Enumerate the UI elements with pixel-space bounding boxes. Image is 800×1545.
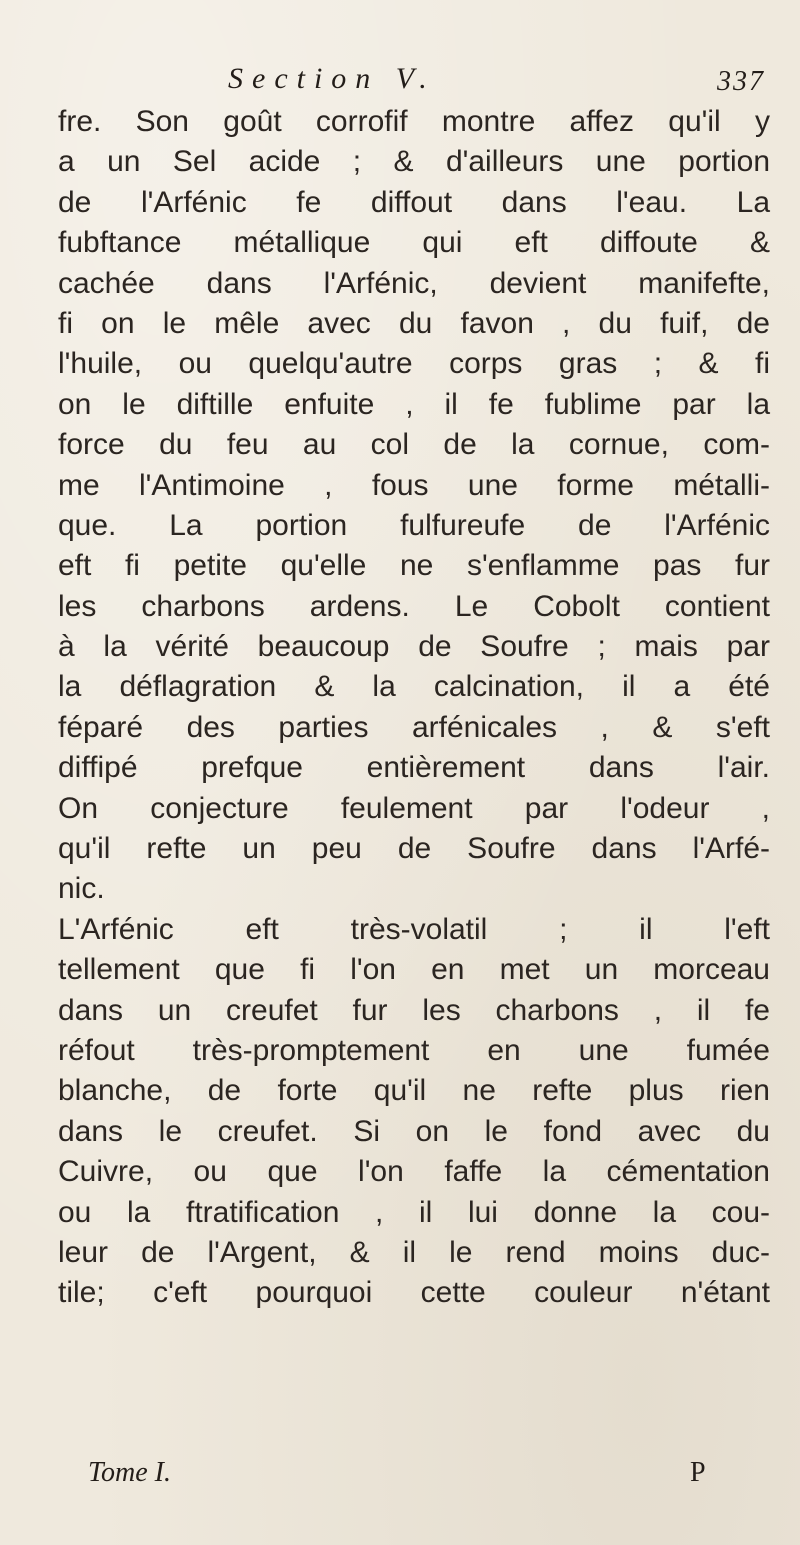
- text-line: l'huile, ou quelqu'autre corps gras ; & fi: [58, 347, 770, 381]
- text-line: Cuivre, ou que l'on faffe la cémentation: [58, 1155, 770, 1189]
- text-line: blanche, de forte qu'il ne refte plus rien: [58, 1074, 770, 1108]
- text-line: qu'il refte un peu de Soufre dans l'Arfé-: [58, 832, 770, 866]
- text-line: fubftance métallique qui eft diffoute &: [58, 226, 770, 260]
- page-header: [0, 62, 800, 102]
- text-line: ou la ftratification , il lui donne la cou-: [58, 1195, 770, 1229]
- text-line: cachée dans l'Arfénic, devient manifefte,: [58, 266, 770, 300]
- volume-label: Tome I.: [88, 1457, 171, 1488]
- text-line: dans un creufet fur les charbons , il fe: [58, 993, 770, 1027]
- text-line: la déflagration & la calcination, il a été: [58, 670, 770, 704]
- text-line: féparé des parties arfénicales , & s'eft: [58, 710, 770, 744]
- text-line: tile; c'eft pourquoi cette couleur n'étant: [58, 1276, 770, 1310]
- text-line: me l'Antimoine , fous une forme métalli-: [58, 468, 770, 502]
- text-line: réfout très-promptement en une fumée: [58, 1033, 770, 1067]
- signature-mark: P: [690, 1457, 706, 1488]
- text-line: de l'Arfénic fe diffout dans l'eau. La: [58, 185, 770, 219]
- page-footer: [0, 1457, 800, 1497]
- body-text: [58, 102, 770, 1314]
- text-line: tellement que fi l'on en met un morceau: [58, 953, 770, 987]
- text-line: eft fi petite qu'elle ne s'enflamme pas fur: [58, 549, 770, 583]
- text-line: force du feu au col de la cornue, com-: [58, 428, 770, 462]
- text-line: On conjecture feulement par l'odeur ,: [58, 791, 770, 825]
- text-line: fi on le mêle avec du favon , du fuif, de: [58, 306, 770, 340]
- page-number: 337: [717, 66, 765, 97]
- text-line: a un Sel acide ; & d'ailleurs une portion: [58, 145, 770, 179]
- text-line: fre. Son goût corrofif montre affez qu'il y: [58, 105, 770, 138]
- text-line: on le diftille enfuite , il fe fublime par la: [58, 387, 770, 421]
- text-line: dans le creufet. Si on le fond avec du: [58, 1114, 770, 1148]
- text-line: que. La portion fulfureufe de l'Arfénic: [58, 508, 770, 542]
- text-line: L'Arfénic eft très-volatil ; il l'eft: [58, 912, 770, 946]
- text-line: diffipé prefque entièrement dans l'air.: [58, 751, 770, 785]
- text-line: nic.: [58, 872, 105, 906]
- text-line: leur de l'Argent, & il le rend moins duc-: [58, 1235, 770, 1269]
- text-line: à la vérité beaucoup de Soufre ; mais par: [58, 630, 770, 664]
- text-line: les charbons ardens. Le Cobolt contient: [58, 589, 770, 623]
- running-head: Section V.: [228, 62, 436, 95]
